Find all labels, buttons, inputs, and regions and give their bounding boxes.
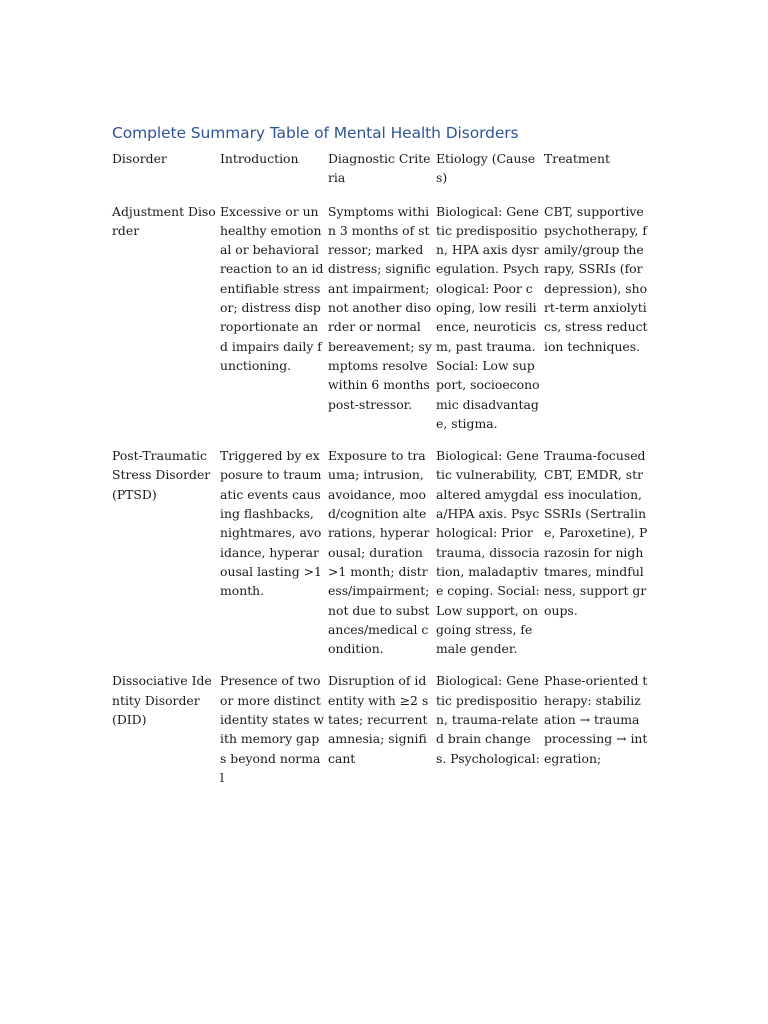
header-disorder: Disorder <box>112 151 167 166</box>
cell-diagnostic-criteria: Disruption of identity with ≥2 states; recurrent amnesia; significant <box>328 673 429 766</box>
table-row <box>112 671 652 800</box>
cell-disorder: Post-Traumatic Stress Disorder (PTSD) <box>112 448 211 502</box>
cell-treatment: Trauma-focused CBT, EMDR, stress inoculation, SSRIs (Sertraline, Paroxetine), Prazosin for nightmares, mindfulness, support groups. <box>544 448 648 618</box>
cell-introduction: Triggered by exposure to traumatic events causing flashbacks, nightmares, avoidance, hyperarousal lasting >1 month. <box>220 448 322 599</box>
cell-etiology: Biological: Genetic predisposition, HPA axis dysregulation. Psychological: Poor coping, low resilience, neuroticism, past trauma. Social: Low support, socioeconomic disadvantage, stigma. <box>436 203 540 431</box>
cell-introduction: Presence of two or more distinct identity states with memory gaps beyond normal <box>220 673 325 785</box>
document-title: Complete Summary Table of Mental Health Disorders <box>112 124 519 142</box>
header-diagnostic-criteria: Diagnostic Criteria <box>328 151 431 186</box>
cell-introduction: Excessive or unhealthy emotional or behavioral reaction to an identifiable stressor; distress disproportionate and impairs daily functioning. <box>220 203 324 373</box>
cell-disorder: Adjustment Disorder <box>112 203 216 238</box>
header-treatment: Treatment <box>544 151 610 166</box>
cell-disorder: Dissociative Identity Disorder (DID) <box>112 673 212 728</box>
cell-diagnostic-criteria: Exposure to trauma; intrusion, avoidance, mood/cognition alterations, hyperarousal; duration >1 month; distress/impairment; not due to substances/medical condition. <box>328 448 430 657</box>
cell-etiology: Biological: Genetic vulnerability, altered amygdala/HPA axis. Psychological: Prior trauma, dissociation, maladaptive coping. Social: Low support, ongoing stress, female gender. <box>436 448 540 657</box>
header-etiology: Etiology (Causes) <box>436 151 536 186</box>
header-introduction: Introduction <box>220 151 299 166</box>
cell-treatment: Phase-oriented therapy: stabilization → trauma processing → integration; <box>544 673 648 766</box>
table-row <box>112 202 652 447</box>
summary-table <box>112 149 652 800</box>
cell-treatment: CBT, supportive psychotherapy, family/group therapy, SSRIs (for depression), short-term anxiolytics, stress reduction techniques. <box>544 203 648 354</box>
cell-diagnostic-criteria: Symptoms within 3 months of stressor; marked distress; significant impairment; not another disorder or normal bereavement; symptoms resolve within 6 months post-stressor. <box>328 203 432 412</box>
table-row <box>112 446 652 671</box>
cell-etiology: Biological: Genetic predisposition, trauma-related brain changes. Psychological: <box>436 673 540 766</box>
table-header-row <box>112 149 652 202</box>
